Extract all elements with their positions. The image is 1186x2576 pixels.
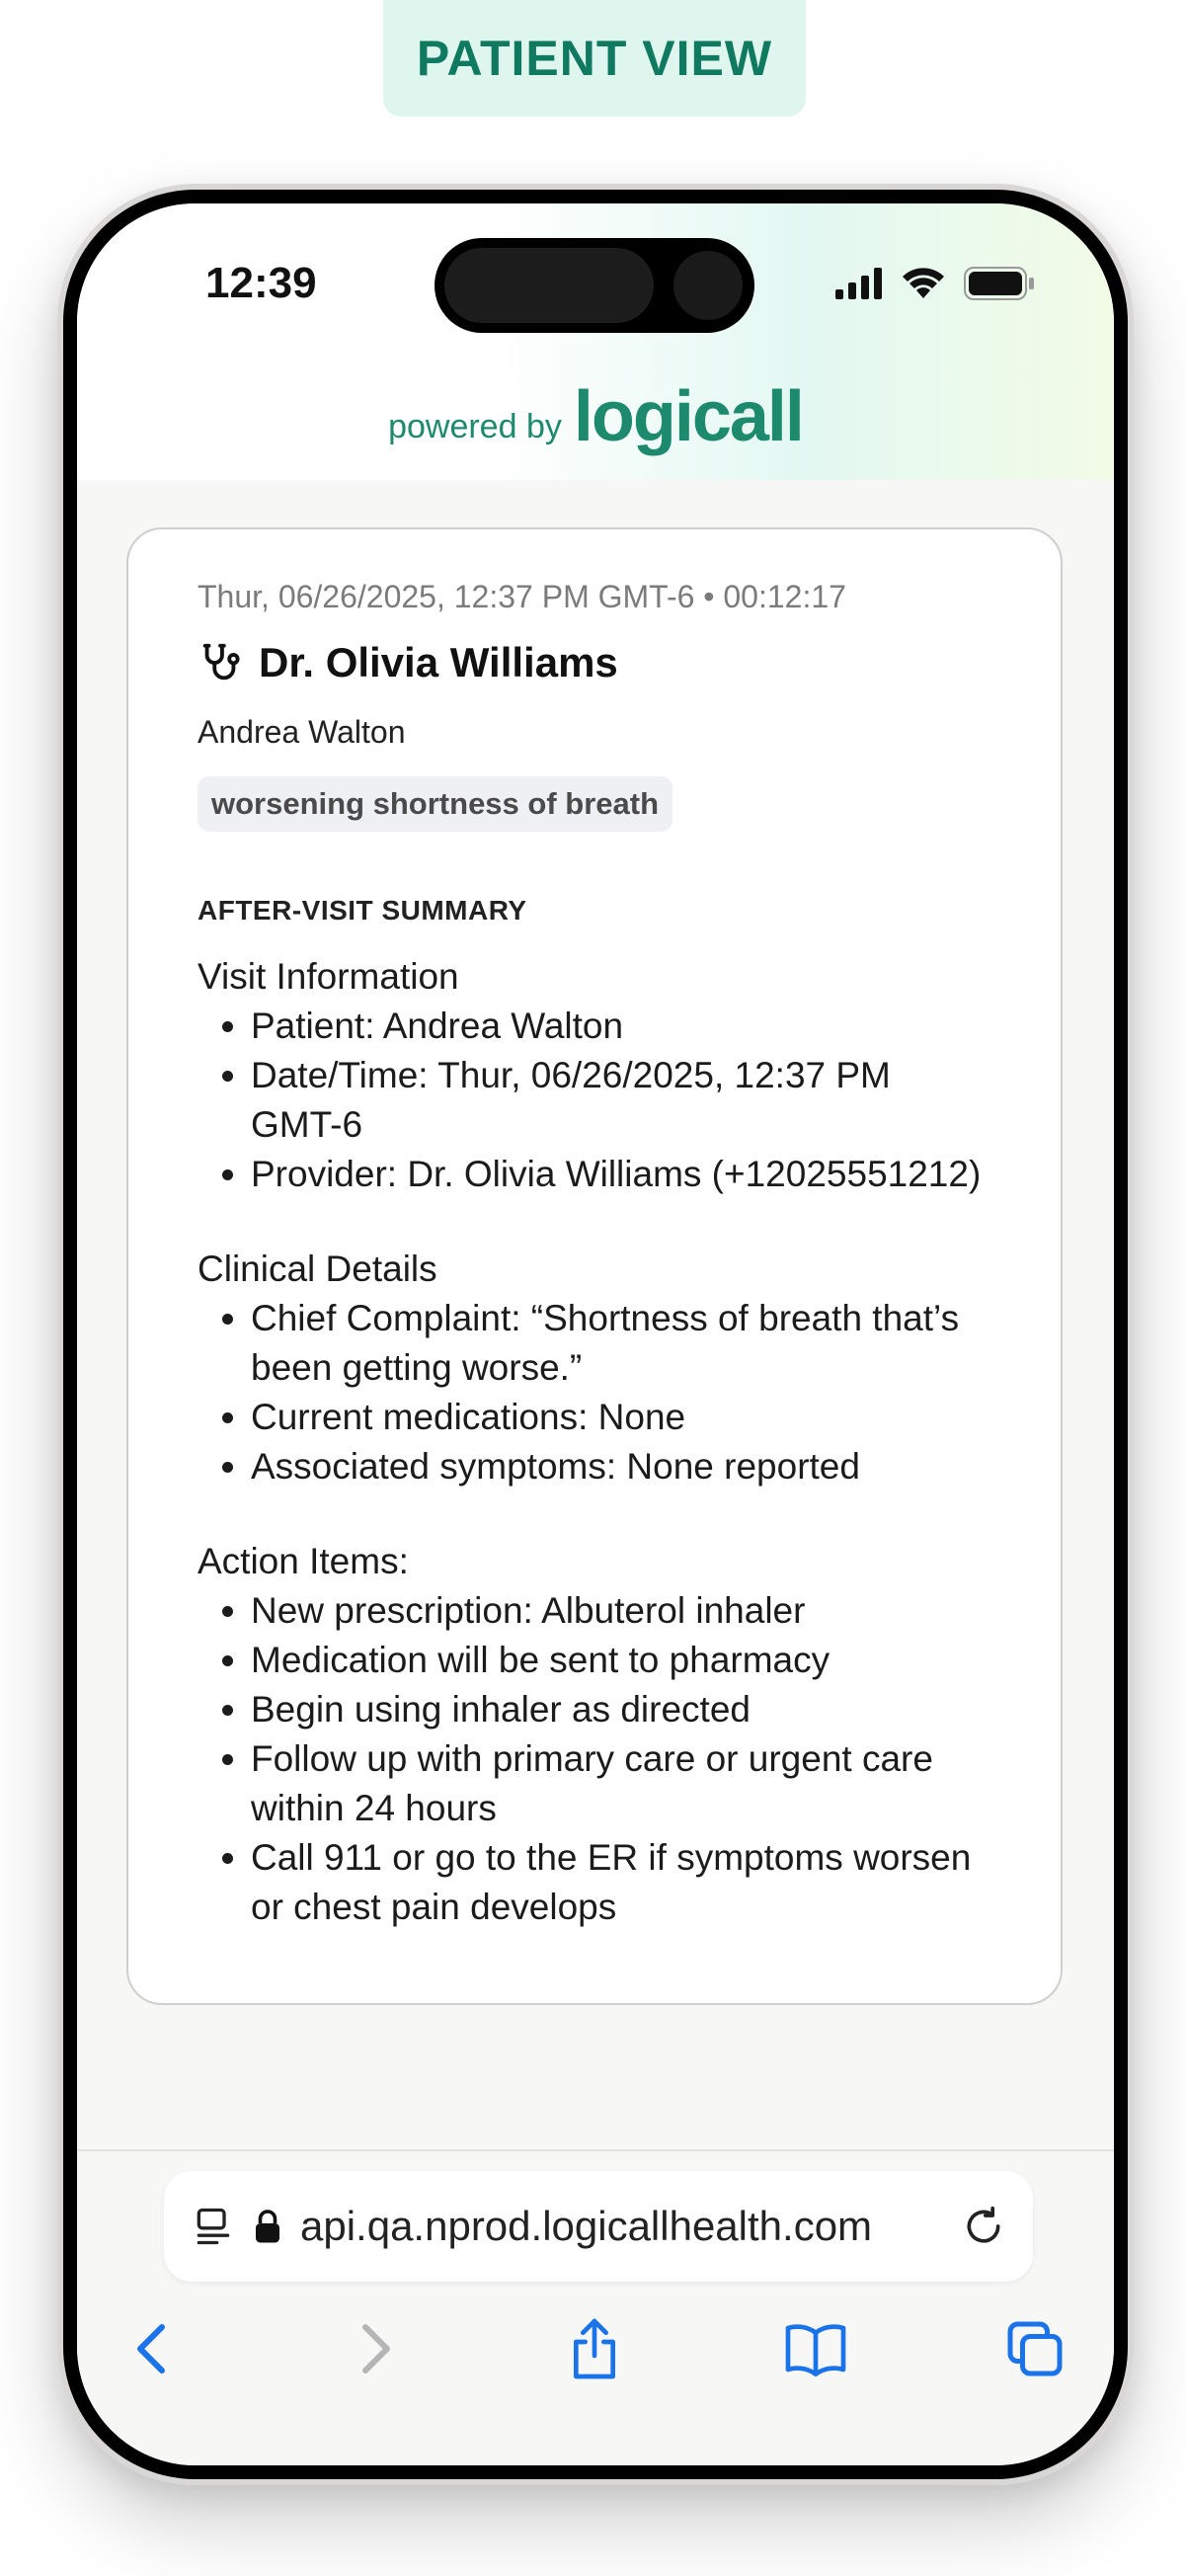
list-item: • Provider: Dr. Olivia Williams (+12025551212) [251, 1150, 991, 1199]
browser-toolbar [77, 2149, 1114, 2465]
phone-frame [57, 184, 1134, 2485]
status-icons [835, 267, 1035, 300]
share-icon[interactable] [567, 2316, 622, 2381]
brand-header [77, 377, 1114, 456]
back-icon[interactable] [132, 2321, 172, 2376]
list-item: • Follow up with primary care or urgent care within 24 hours [251, 1734, 991, 1833]
url-text[interactable]: api.qa.nprod.logicallhealth.com [300, 2203, 873, 2249]
section-title: Action Items: [198, 1541, 409, 1581]
tabs-button[interactable] [995, 2309, 1074, 2388]
section-title: Clinical Details [198, 1248, 437, 1289]
status-time: 12:39 [205, 259, 317, 307]
list-item: • New prescription: Albuterol inhaler [251, 1586, 991, 1636]
battery-icon [964, 267, 1035, 300]
forward-button[interactable] [336, 2309, 415, 2388]
wifi-icon [901, 267, 946, 300]
phone-screen [77, 203, 1114, 2465]
dynamic-island [435, 238, 754, 333]
list-item: • Current medications: None [251, 1393, 991, 1442]
powered-by-text: powered by [388, 408, 562, 445]
tabs-icon[interactable] [1005, 2319, 1065, 2378]
forward-icon[interactable] [356, 2321, 395, 2376]
list-item: • Associated symptoms: None reported [251, 1442, 991, 1491]
section-list [198, 1002, 991, 1199]
patient-name: Andrea Walton [198, 714, 406, 750]
camera-icon [673, 251, 743, 320]
back-button[interactable] [113, 2309, 192, 2388]
stethoscope-icon [198, 640, 243, 685]
list-item: • Patient: Andrea Walton [251, 1002, 991, 1051]
logicall-logo: logicall [573, 377, 803, 456]
bookmarks-icon[interactable] [783, 2321, 848, 2376]
address-bar[interactable] [164, 2171, 1033, 2282]
list-item: • Call 911 or go to the ER if symptoms worsen or chest pain develops [251, 1833, 991, 1932]
visit-summary-card [126, 527, 1063, 2005]
section-list [198, 1294, 991, 1491]
section-title: Visit Information [198, 956, 459, 997]
list-item: • Date/Time: Thur, 06/26/2025, 12:37 PM GMT-6 [251, 1051, 991, 1150]
browser-nav [77, 2309, 1114, 2388]
doctor-row [198, 639, 991, 686]
section-list [198, 1586, 991, 1932]
list-item: • Begin using inhaler as directed [251, 1685, 991, 1734]
visit-meta: Thur, 06/26/2025, 12:37 PM GMT-6 • 00:12:17 [198, 579, 846, 614]
phone-bezel [63, 190, 1128, 2479]
list-item: • Medication will be sent to pharmacy [251, 1636, 991, 1685]
doctor-name: Dr. Olivia Williams [259, 639, 618, 685]
chief-complaint-tag: worsening shortness of breath [198, 776, 672, 832]
bookmarks-button[interactable] [776, 2309, 855, 2388]
reader-icon[interactable] [192, 2205, 235, 2248]
after-visit-summary-heading: AFTER-VISIT SUMMARY [198, 895, 527, 926]
island-pill [444, 248, 654, 323]
patient-view-label: PATIENT VIEW [383, 0, 806, 117]
signal-icon [835, 268, 883, 299]
list-item: • Chief Complaint: “Shortness of breath that’s been getting worse.” [251, 1294, 991, 1393]
share-button[interactable] [555, 2309, 634, 2388]
reload-icon[interactable] [962, 2205, 1005, 2248]
lock-icon [253, 2209, 282, 2244]
